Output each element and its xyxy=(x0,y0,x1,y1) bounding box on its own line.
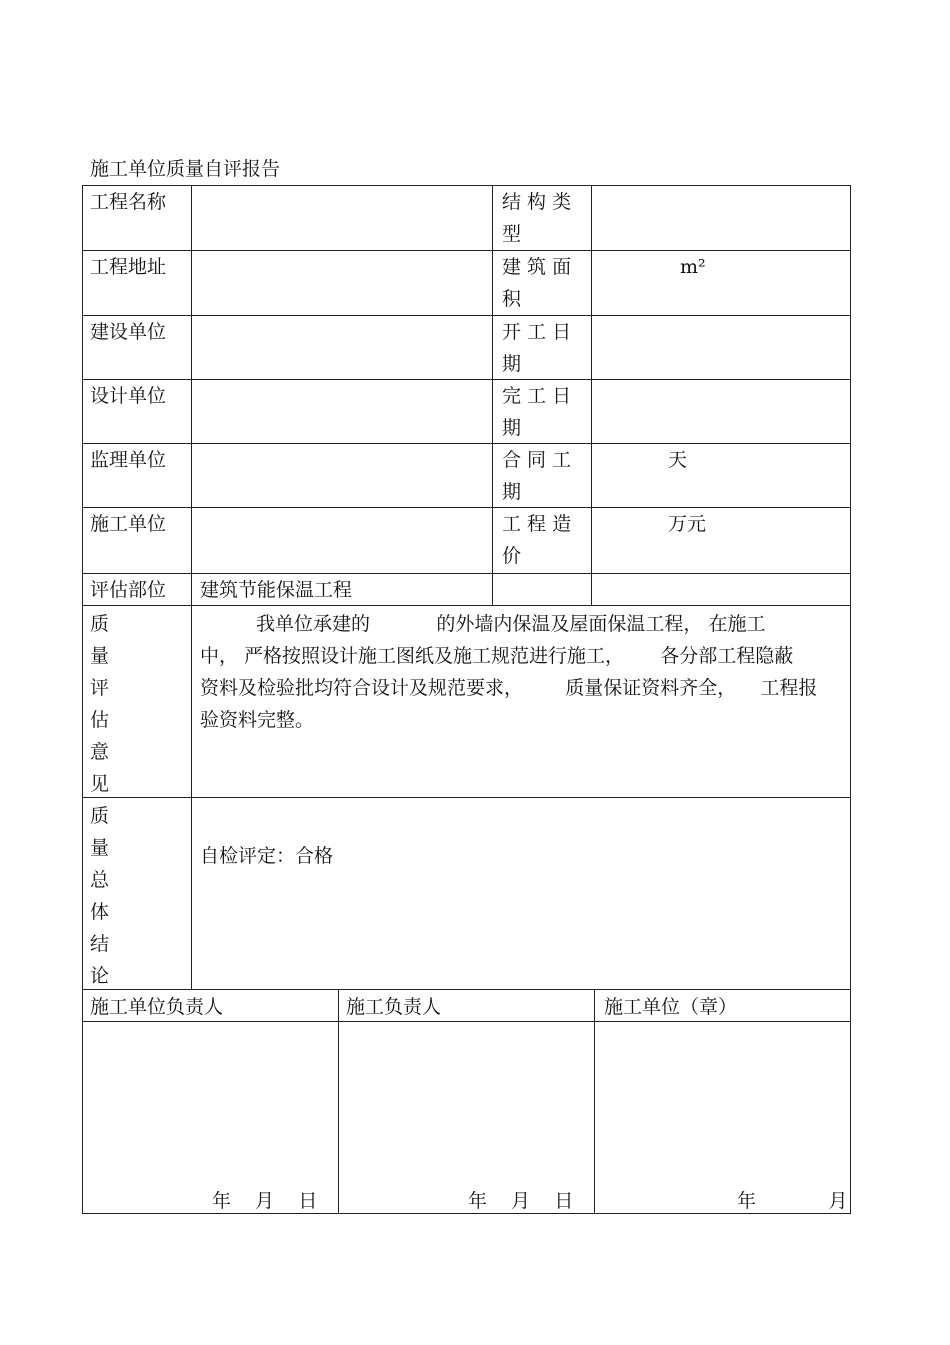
date-construction-unit-head: 年 月 日 xyxy=(212,1190,318,1212)
column-divider xyxy=(594,989,595,1214)
label-building-area: 建 筑 面 xyxy=(502,256,572,278)
label-structure-type: 结 构 类 xyxy=(502,191,572,213)
value-evaluation-part: 建筑节能保温工程 xyxy=(200,579,353,601)
opinion-line-4: 验资料完整。 xyxy=(200,709,315,731)
row-divider xyxy=(82,989,851,990)
label-contract-period: 合 同 工 xyxy=(502,449,572,471)
column-divider xyxy=(591,185,592,605)
value-project-cost-unit: 万元 xyxy=(668,513,707,535)
row-divider xyxy=(82,507,851,508)
label-completion-date-cont: 期 xyxy=(502,417,522,439)
label-quality-opinion: 质 量 评 估 意 见 xyxy=(90,613,110,795)
label-supervision-unit: 监理单位 xyxy=(90,449,167,471)
label-quality-conclusion: 质 量 总 体 结 论 xyxy=(90,805,110,987)
opinion-line-3: 资料及检验批均符合设计及规范要求， 质量保证资料齐全， 工程报 xyxy=(200,677,818,699)
value-contract-period-unit: 天 xyxy=(668,449,688,471)
row-divider xyxy=(82,250,851,251)
value-building-area-unit: m² xyxy=(680,256,706,278)
row-divider xyxy=(82,573,851,574)
label-project-cost-cont: 价 xyxy=(502,545,522,567)
row-divider xyxy=(82,443,851,444)
label-start-date-cont: 期 xyxy=(502,353,522,375)
quality-conclusion-value: 自检评定：合格 xyxy=(200,845,334,867)
document-title: 施工单位质量自评报告 xyxy=(90,158,281,180)
label-construction-unit-head: 施工单位负责人 xyxy=(90,996,224,1018)
row-divider xyxy=(82,379,851,380)
label-design-unit: 设计单位 xyxy=(90,385,167,407)
label-structure-type-cont: 型 xyxy=(502,223,522,245)
label-project-cost: 工 程 造 xyxy=(502,513,572,535)
label-construction-unit: 施工单位 xyxy=(90,513,167,535)
label-start-date: 开 工 日 xyxy=(502,321,572,343)
column-divider xyxy=(338,989,339,1214)
label-contract-period-cont: 期 xyxy=(502,481,522,503)
column-divider xyxy=(191,185,192,989)
label-construction-unit-seal: 施工单位（章） xyxy=(604,996,738,1018)
label-completion-date: 完 工 日 xyxy=(502,385,572,407)
row-divider xyxy=(82,605,851,606)
label-project-name: 工程名称 xyxy=(90,191,167,213)
row-divider xyxy=(82,797,851,798)
opinion-line-2: 中， 严格按照设计施工图纸及施工规范进行施工， 各分部工程隐蔽 xyxy=(200,645,794,667)
column-divider xyxy=(492,185,493,605)
label-building-area-cont: 积 xyxy=(502,288,522,310)
label-construction-owner: 建设单位 xyxy=(90,321,167,343)
date-construction-unit-seal: 年 月 xyxy=(737,1190,848,1212)
date-construction-manager: 年 月 日 xyxy=(468,1190,574,1212)
label-construction-manager: 施工负责人 xyxy=(346,996,442,1018)
label-evaluation-part: 评估部位 xyxy=(90,579,167,601)
row-divider xyxy=(82,315,851,316)
opinion-line-1: 我单位承建的 的外墙内保温及屋面保温工程， 在施工 xyxy=(256,613,766,635)
label-project-address: 工程地址 xyxy=(90,256,167,278)
quality-opinion-text xyxy=(200,608,840,736)
